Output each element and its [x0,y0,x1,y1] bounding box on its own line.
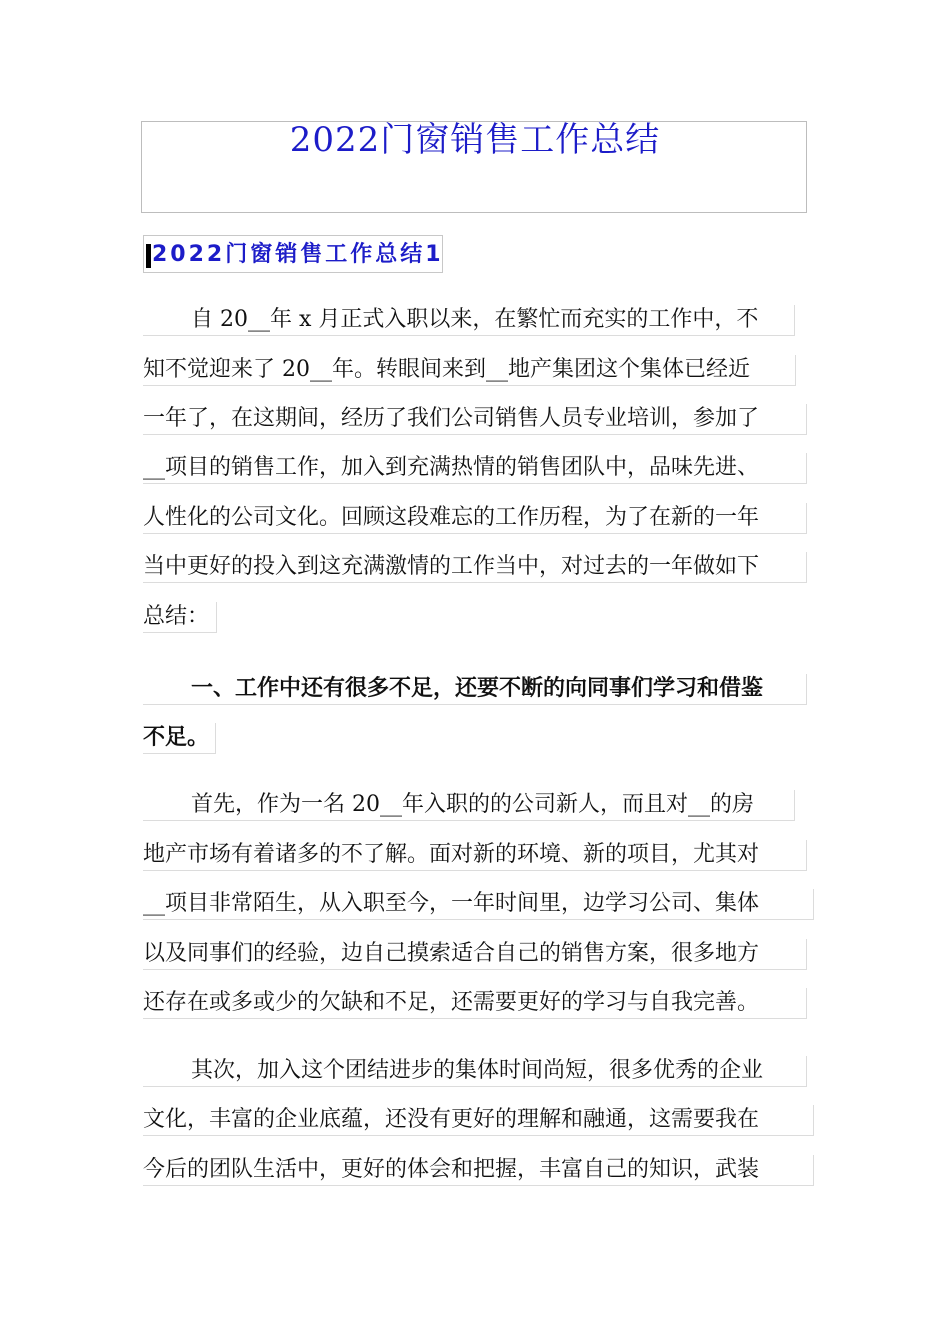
paragraph-line: __项目的销售工作，加入到充满热情的销售团队中，品味先进、 [143,453,807,484]
heading-marker [146,244,151,268]
paragraph-line: 其次，加入这个团结进步的集体时间尚短，很多优秀的企业 [143,1056,807,1087]
paragraph-line: 总结： [143,602,217,633]
paragraph-line: 人性化的公司文化。回顾这段难忘的工作历程，为了在新的一年 [143,503,807,534]
paragraph-line: 知不觉迎来了 20__年。转眼间来到__地产集团这个集体已经近 [143,355,796,386]
paragraph-line: 自 20__年 x 月正式入职以来，在繁忙而充实的工作中，不 [143,305,795,336]
paragraph-line: 一年了，在这期间，经历了我们公司销售人员专业培训，参加了 [143,404,807,435]
paragraph-line: 还存在或多或少的欠缺和不足，还需要更好的学习与自我完善。 [143,988,807,1019]
paragraph-line: 地产市场有着诸多的不了解。面对新的环境、新的项目，尤其对 [143,840,807,871]
paragraph-line: 首先，作为一名 20__年入职的的公司新人，而且对__的房 [143,790,795,821]
paragraph-line: __项目非常陌生，从入职至今，一年时间里，边学习公司、集体 [143,889,814,920]
paragraph-line: 文化，丰富的企业底蕴，还没有更好的理解和融通，这需要我在 [143,1105,814,1136]
section-heading: 2022门窗销售工作总结1 [152,242,444,267]
subheading-line: 不足。 [143,723,216,754]
subheading-line: 一、工作中还有很多不足，还要不断的向同事们学习和借鉴 [143,674,807,705]
document-title: 2022门窗销售工作总结 [289,120,661,160]
paragraph-line: 以及同事们的经验，边自己摸索适合自己的销售方案，很多地方 [143,939,807,970]
paragraph-line: 今后的团队生活中，更好的体会和把握，丰富自己的知识，武装 [143,1155,814,1186]
paragraph-line: 当中更好的投入到这充满激情的工作当中，对过去的一年做如下 [143,552,807,583]
